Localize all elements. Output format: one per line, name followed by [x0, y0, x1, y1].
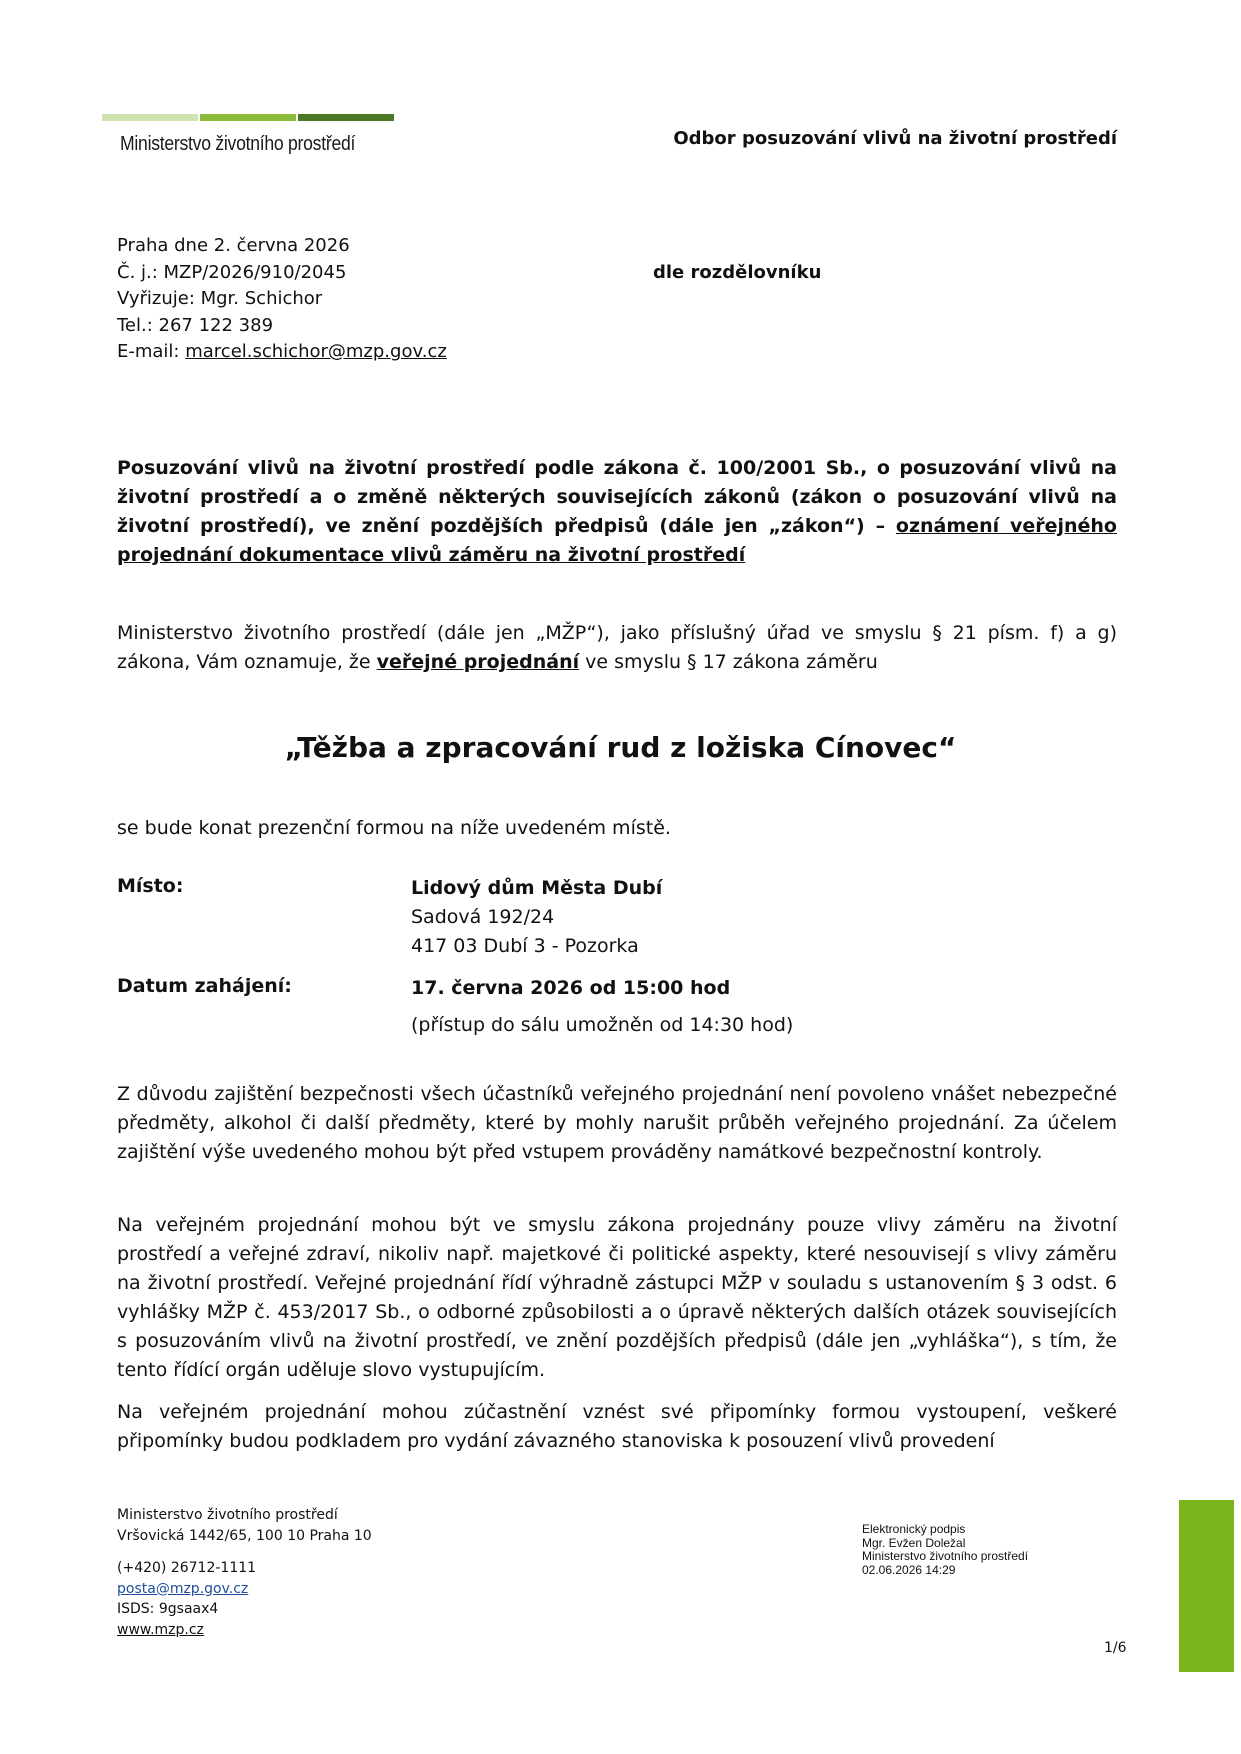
recipient: dle rozdělovníku — [653, 262, 822, 283]
place-name: Lidový dům Města Dubí — [411, 877, 663, 899]
intro-after: ve smyslu § 17 zákona záměru — [579, 651, 878, 673]
phone: Tel.: 267 122 389 — [117, 314, 274, 336]
electronic-signature — [862, 1523, 1028, 1577]
department-heading: Odbor posuzování vlivů na životní prostředí — [673, 128, 1117, 149]
letter-date: Praha dne 2. června 2026 — [117, 235, 350, 256]
footer-phone: (+420) 26712-1111 — [117, 1560, 257, 1576]
place-street: Sadová 192/24 — [411, 906, 555, 928]
ministry-logo-bars — [102, 114, 394, 121]
handled-by: Vyřizuje: Mgr. Schichor — [117, 288, 323, 309]
signature-line-3: Ministerstvo životního prostředí — [862, 1549, 1029, 1563]
footer-isds: ISDS: 9gsaax4 — [117, 1601, 219, 1617]
start-label: Datum zahájení: — [117, 975, 292, 997]
page-number: 1/6 — [1104, 1640, 1127, 1656]
email-label: E-mail: — [117, 341, 186, 362]
place-city: 417 03 Dubí 3 - Pozorka — [411, 935, 639, 957]
footer-contacts — [117, 1558, 256, 1640]
logo-bar-dark — [298, 114, 394, 121]
signature-line-4: 02.06.2026 14:29 — [862, 1562, 956, 1577]
scope-paragraph: Na veřejném projednání mohou být ve smyslu zákona projednány pouze vlivy záměru na životní prostředí a veřejné zdraví, nikoliv např. majetkové či politické aspekty, které nesouvisejí s vlivy záměru na životní prostředí. Veřejné projednání řídí výhradně zástupci MŽP v souladu s ustanovením § 3 odst. 6 vyhlášky MŽP č. 453/2017 Sb., o odborné způsobilosti a o úpravě některých dalších otázek souvisejících s posuzováním vlivů na životní prostředí, ve znění pozdějších předpisů (dále jen „vyhláška“), s tím, že tento řídící orgán uděluje slovo vystupujícím. — [117, 1214, 1117, 1381]
signature-line-1: Elektronický podpis — [862, 1522, 966, 1536]
side-accent-bar — [1179, 1500, 1234, 1672]
security-paragraph: Z důvodu zajištění bezpečnosti všech účastníků veřejného projednání není povoleno vnášet nebezpečné předměty, alkohol či další předměty, které by mohly narušit průběh veřejného projednání. Za účelem zajištění výše uvedeného mohou být před vstupem prováděny namátkové bezpečnostní kontroly. — [117, 1083, 1117, 1163]
email-link[interactable]: marcel.schichor@mzp.gov.cz — [185, 341, 447, 362]
subject-text: Posuzování vlivů na životní prostředí podle zákona č. 100/2001 Sb., o posuzování vlivů na životní prostředí a o změně některých souvisejících zákonů (zákon o posuzování vlivů na životní prostředí), ve znění pozdějších předpisů (dále jen „zákon“) – — [117, 457, 1117, 537]
letter-meta — [117, 233, 447, 366]
footer-org: Ministerstvo životního prostředí — [117, 1507, 338, 1523]
start-value: 17. června 2026 od 15:00 hod — [411, 977, 731, 999]
reference-number: Č. j.: MZP/2026/910/2045 — [117, 261, 347, 283]
start-note: (přístup do sálu umožněn od 14:30 hod) — [411, 1014, 794, 1036]
comments-paragraph: Na veřejném projednání mohou zúčastnění vznést své připomínky formou vystoupení, veškeré připomínky budou podkladem pro vydání závazného stanoviska k posouzení vlivů provedení — [117, 1401, 1117, 1452]
subject-underlined: oznámení veřejného projednání dokumentace vlivů záměru na životní prostředí — [117, 515, 1117, 566]
subject — [117, 454, 1117, 570]
project-title: „Těžba a zpracování rud z ložiska Cínovec“ — [284, 731, 957, 764]
email-line — [117, 339, 447, 366]
footer-street: Vršovická 1442/65, 100 10 Praha 10 — [117, 1527, 372, 1544]
place-value — [411, 874, 662, 961]
form-text: se bude konat prezenční formou na níže uvedeném místě. — [117, 817, 671, 839]
logo-bar-light — [102, 114, 198, 121]
intro-highlight: veřejné projednání — [376, 651, 580, 673]
signature-line-2: Mgr. Evžen Doležal — [862, 1535, 966, 1550]
intro-before: Ministerstvo životního prostředí (dále jen „MŽP“), jako příslušný úřad ve smyslu § 21 písm. f) a g) zákona, Vám oznamuje, že — [117, 622, 1117, 673]
ministry-logo-text: Ministerstvo životního prostředí — [120, 133, 356, 155]
place-label: Místo: — [117, 875, 184, 897]
footer-email-link[interactable]: posta@mzp.gov.cz — [117, 1580, 249, 1597]
logo-bar-mid — [200, 114, 296, 121]
footer-web-link[interactable]: www.mzp.cz — [117, 1621, 204, 1638]
footer-address — [117, 1505, 372, 1546]
intro-paragraph — [117, 619, 1117, 677]
